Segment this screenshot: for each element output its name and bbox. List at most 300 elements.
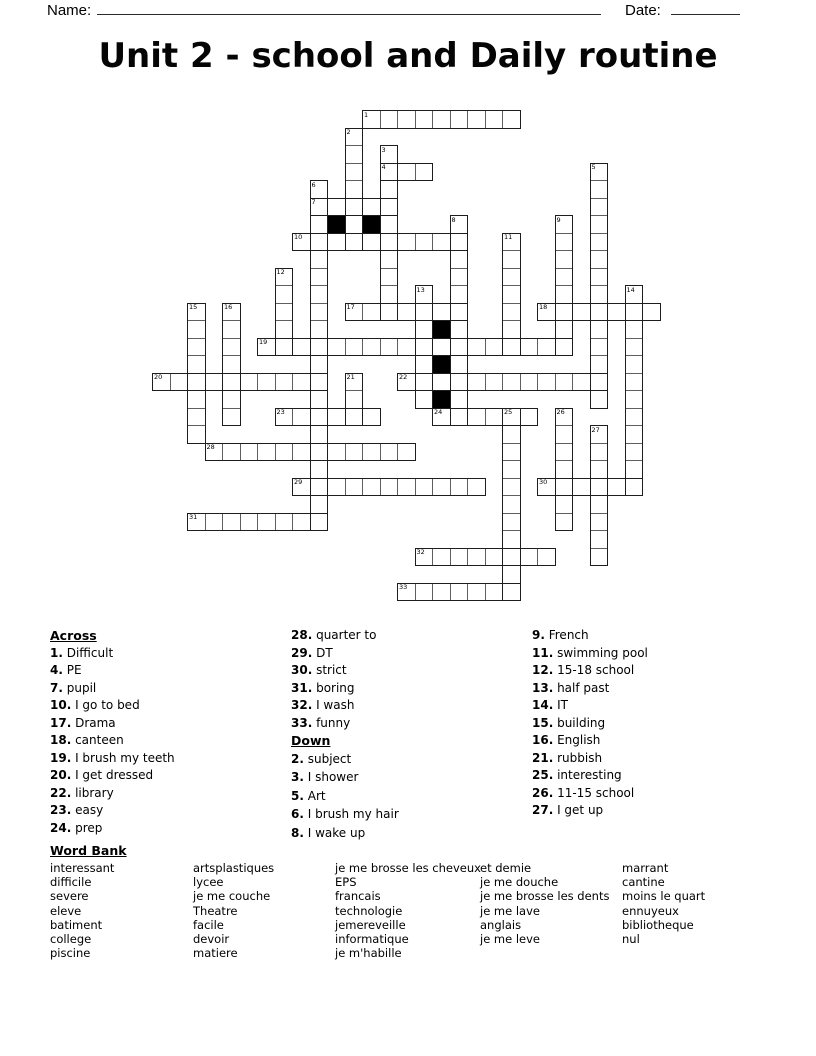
grid-cell	[257, 513, 276, 532]
grid-cell	[362, 233, 381, 252]
grid-cell	[310, 460, 329, 479]
grid-cell	[502, 233, 521, 252]
clue-number: 25.	[532, 768, 554, 782]
cell-number: 7	[311, 198, 316, 206]
grid-cell	[642, 303, 661, 322]
clue-item	[50, 750, 175, 768]
grid-cell	[555, 268, 574, 287]
cell-number: 33	[399, 583, 408, 591]
grid-cell	[590, 530, 609, 549]
grid-cell	[590, 425, 609, 444]
grid-cell	[397, 303, 416, 322]
grid-cell	[485, 548, 504, 567]
grid-cell	[502, 373, 521, 392]
cell-number: 11	[504, 233, 513, 241]
clue-text: funny	[312, 715, 351, 730]
grid-cell	[467, 408, 486, 427]
grid-cell	[345, 390, 364, 409]
word-bank-item: je me douche	[480, 875, 559, 890]
grid-cell	[502, 285, 521, 304]
grid-cell	[450, 268, 469, 287]
cell-number: 6	[311, 180, 316, 189]
cell-number: 23	[276, 408, 285, 416]
name-blank-line	[97, 1, 601, 15]
grid-black-cell	[362, 215, 381, 234]
grid-cell	[572, 478, 591, 497]
grid-cell	[187, 338, 206, 357]
clue-item	[50, 645, 175, 663]
grid-cell	[362, 198, 381, 217]
grid-cell	[362, 303, 381, 322]
clue-item	[50, 820, 175, 838]
clue-number: 27.	[532, 803, 554, 817]
grid-cell	[380, 268, 399, 287]
grid-black-cell	[327, 215, 346, 234]
clue-number: 18.	[50, 733, 72, 747]
grid-cell	[485, 583, 504, 602]
grid-black-cell	[432, 320, 451, 339]
cell-number: 24	[434, 408, 443, 416]
grid-cell	[310, 250, 329, 269]
grid-cell	[345, 478, 364, 497]
grid-cell	[415, 163, 434, 182]
word-bank-column	[480, 861, 609, 946]
word-bank-column	[50, 861, 114, 960]
word-bank-item: interessant	[50, 861, 115, 875]
grid-cell	[397, 163, 416, 182]
cell-number: 20	[154, 373, 163, 381]
grid-cell	[380, 215, 399, 234]
grid-cell	[450, 390, 469, 409]
grid-cell	[502, 303, 521, 322]
grid-cell	[607, 303, 626, 322]
grid-cell	[240, 373, 259, 392]
word-bank-column	[335, 861, 481, 960]
word-bank	[0, 843, 816, 983]
grid-cell	[222, 443, 241, 462]
grid-cell	[310, 180, 329, 199]
grid-cell	[240, 443, 259, 462]
grid-cell	[590, 478, 609, 497]
grid-cell	[415, 548, 434, 567]
clue-item	[50, 767, 175, 785]
grid-cell	[555, 478, 574, 497]
grid-cell	[555, 338, 574, 357]
grid-cell	[520, 373, 539, 392]
grid-cell	[345, 373, 364, 392]
cell-number: 5	[591, 163, 596, 171]
clue-item	[291, 715, 399, 733]
grid-cell	[537, 303, 556, 322]
grid-cell	[380, 145, 399, 164]
grid-cell	[432, 373, 451, 392]
grid-cell	[625, 303, 644, 322]
grid-cell	[450, 285, 469, 304]
grid-cell	[555, 373, 574, 392]
clue-item	[532, 662, 648, 680]
grid-cell	[502, 548, 521, 567]
grid-cell	[485, 408, 504, 427]
clue-item	[50, 697, 175, 715]
grid-cell	[625, 408, 644, 427]
clue-item	[291, 627, 399, 645]
grid-cell	[152, 373, 171, 392]
word-bank-item: et demie	[480, 861, 532, 875]
grid-cell	[450, 250, 469, 269]
clue-text: 15-18 school	[553, 663, 635, 677]
clue-number: 5.	[291, 788, 304, 803]
grid-cell	[187, 320, 206, 339]
grid-cell	[502, 425, 521, 444]
grid-cell	[467, 583, 486, 602]
clue-number: 31.	[291, 680, 313, 695]
grid-cell	[362, 338, 381, 357]
clue-item	[532, 750, 648, 768]
grid-cell	[310, 513, 329, 532]
word-bank-column	[622, 861, 705, 946]
grid-cell	[415, 390, 434, 409]
page-title: Unit 2 - school and Daily routine	[98, 36, 718, 76]
grid-cell	[555, 443, 574, 462]
grid-cell	[292, 233, 311, 252]
clue-number: 9.	[532, 628, 545, 642]
grid-cell	[572, 303, 591, 322]
grid-cell	[205, 373, 224, 392]
grid-cell	[572, 373, 591, 392]
grid-cell	[502, 320, 521, 339]
clue-number: 16.	[532, 733, 554, 747]
grid-cell	[327, 198, 346, 217]
grid-cell	[415, 285, 434, 304]
clue-text: I wake up	[303, 825, 366, 840]
grid-cell	[310, 338, 329, 357]
word-bank-item: difficile	[50, 875, 92, 890]
grid-cell	[502, 443, 521, 462]
cell-number: 27	[591, 425, 600, 434]
word-bank-item: je m'habille	[335, 946, 402, 961]
clue-text: quarter to	[312, 628, 377, 642]
word-bank-item: Theatre	[193, 903, 238, 918]
grid-cell	[590, 320, 609, 339]
clue-text: 11-15 school	[553, 785, 635, 800]
clue-item	[50, 680, 175, 698]
grid-cell	[450, 373, 469, 392]
grid-cell	[187, 408, 206, 427]
cell-number: 2	[346, 128, 351, 136]
grid-cell	[450, 355, 469, 374]
clue-text: French	[544, 628, 589, 642]
clue-number: 13.	[532, 680, 554, 695]
grid-cell	[310, 425, 329, 444]
grid-cell	[590, 390, 609, 409]
name-label: Name:	[47, 2, 92, 19]
grid-cell	[310, 320, 329, 339]
word-bank-item: informatique	[335, 931, 409, 946]
grid-cell	[415, 355, 434, 374]
clue-number: 29.	[291, 645, 313, 660]
grid-cell	[590, 338, 609, 357]
grid-cell	[327, 338, 346, 357]
word-bank-item: lycee	[193, 875, 224, 890]
grid-cell	[502, 530, 521, 549]
clue-number: 10.	[50, 698, 72, 712]
clue-number: 7.	[50, 680, 63, 695]
grid-cell	[187, 355, 206, 374]
grid-cell	[590, 355, 609, 374]
clue-text: easy	[71, 803, 104, 817]
cell-number: 17	[346, 303, 355, 311]
grid-cell	[275, 285, 294, 304]
grid-cell	[187, 390, 206, 409]
grid-cell	[345, 215, 364, 234]
across-header: Across	[50, 628, 97, 643]
grid-cell	[397, 583, 416, 602]
word-bank-item: jemereveille	[335, 917, 406, 932]
word-bank-item: technologie	[335, 903, 403, 918]
grid-cell	[222, 303, 241, 322]
clues-col1-across	[50, 645, 175, 838]
grid-cell	[450, 408, 469, 427]
grid-cell	[222, 355, 241, 374]
grid-cell	[590, 513, 609, 532]
grid-cell	[432, 408, 451, 427]
grid-cell	[310, 233, 329, 252]
cell-number: 16	[224, 303, 233, 311]
cell-number: 31	[189, 513, 198, 521]
grid-cell	[502, 110, 521, 129]
grid-cell	[205, 443, 224, 462]
clue-text: boring	[312, 680, 355, 695]
word-bank-item: je me brosse les cheveux	[335, 861, 481, 875]
grid-cell	[432, 233, 451, 252]
grid-cell	[502, 495, 521, 514]
clue-number: 21.	[532, 750, 554, 765]
cell-number: 13	[416, 285, 425, 294]
grid-cell	[590, 268, 609, 287]
grid-cell	[625, 355, 644, 374]
clue-text: swimming pool	[553, 645, 648, 660]
clue-text: pupil	[62, 680, 97, 695]
grid-cell	[380, 338, 399, 357]
grid-cell	[345, 408, 364, 427]
date-blank-line	[671, 1, 740, 15]
cell-number: 26	[556, 408, 565, 416]
clue-item	[50, 785, 175, 803]
cell-number: 30	[539, 478, 548, 486]
word-bank-item: facile	[193, 917, 224, 932]
cell-number: 3	[381, 145, 386, 154]
clue-number: 28.	[291, 628, 313, 642]
grid-cell	[502, 565, 521, 584]
grid-cell	[625, 338, 644, 357]
grid-cell	[415, 320, 434, 339]
cell-number: 22	[399, 373, 408, 381]
grid-cell	[310, 303, 329, 322]
clue-item	[50, 715, 175, 733]
grid-cell	[555, 233, 574, 252]
grid-cell	[555, 425, 574, 444]
grid-cell	[555, 285, 574, 304]
clue-text: English	[553, 733, 601, 747]
clues-column-2	[291, 627, 399, 842]
clue-item	[291, 662, 399, 680]
grid-cell	[590, 198, 609, 217]
word-bank-item: EPS	[335, 875, 357, 890]
grid-cell	[485, 373, 504, 392]
grid-cell	[415, 373, 434, 392]
clue-number: 33.	[291, 715, 313, 730]
word-bank-item: cantine	[622, 875, 665, 890]
grid-cell	[362, 443, 381, 462]
grid-cell	[187, 303, 206, 322]
clue-number: 17.	[50, 715, 72, 730]
clue-item	[291, 805, 399, 824]
word-bank-item: je me lave	[480, 903, 540, 918]
grid-cell	[397, 110, 416, 129]
grid-cell	[222, 373, 241, 392]
cell-number: 8	[451, 215, 456, 224]
grid-cell	[397, 478, 416, 497]
grid-cell	[310, 373, 329, 392]
grid-cell	[397, 233, 416, 252]
grid-black-cell	[432, 390, 451, 409]
word-bank-item: je me brosse les dents	[480, 889, 610, 904]
grid-cell	[345, 198, 364, 217]
grid-cell	[345, 233, 364, 252]
grid-cell	[380, 285, 399, 304]
grid-cell	[362, 110, 381, 129]
word-bank-item: piscine	[50, 946, 91, 961]
grid-cell	[380, 303, 399, 322]
word-bank-item: batiment	[50, 917, 103, 932]
grid-cell	[485, 338, 504, 357]
grid-cell	[520, 408, 539, 427]
grid-cell	[345, 303, 364, 322]
grid-cell	[590, 460, 609, 479]
clue-item	[532, 697, 648, 715]
grid-cell	[555, 408, 574, 427]
clue-number: 15.	[532, 715, 554, 730]
clue-text: I go to bed	[71, 698, 140, 712]
clue-number: 1.	[50, 645, 63, 660]
grid-cell	[275, 338, 294, 357]
down-header: Down	[291, 733, 331, 748]
cell-number: 15	[189, 303, 198, 311]
grid-cell	[222, 408, 241, 427]
grid-cell	[450, 110, 469, 129]
word-bank-item: ennuyeux	[622, 903, 679, 918]
grid-cell	[625, 460, 644, 479]
clue-item	[532, 715, 648, 733]
grid-cell	[590, 163, 609, 182]
cell-number: 9	[556, 215, 561, 224]
grid-cell	[345, 338, 364, 357]
grid-cell	[362, 478, 381, 497]
grid-cell	[257, 373, 276, 392]
grid-cell	[450, 548, 469, 567]
grid-cell	[397, 338, 416, 357]
grid-cell	[257, 443, 276, 462]
clue-item	[50, 802, 175, 820]
grid-cell	[625, 320, 644, 339]
grid-cell	[502, 583, 521, 602]
clue-item	[532, 785, 648, 803]
grid-cell	[275, 320, 294, 339]
clue-item	[291, 645, 399, 663]
grid-cell	[222, 320, 241, 339]
clue-number: 22.	[50, 785, 72, 800]
clue-item	[291, 697, 399, 715]
grid-cell	[467, 548, 486, 567]
clue-item	[532, 767, 648, 785]
clue-number: 19.	[50, 750, 72, 765]
clues-column-1	[50, 627, 175, 837]
grid-cell	[590, 233, 609, 252]
grid-cell	[187, 513, 206, 532]
clue-item	[532, 732, 648, 750]
grid-cell	[450, 338, 469, 357]
word-bank-item: francais	[335, 889, 381, 904]
grid-cell	[362, 408, 381, 427]
grid-cell	[292, 443, 311, 462]
grid-cell	[380, 163, 399, 182]
grid-cell	[187, 425, 206, 444]
clue-number: 8.	[291, 825, 304, 840]
grid-cell	[502, 460, 521, 479]
cell-number: 19	[259, 338, 268, 346]
grid-cell	[257, 338, 276, 357]
word-bank-header: Word Bank	[50, 843, 127, 858]
clue-item	[532, 627, 648, 645]
grid-cell	[380, 110, 399, 129]
grid-cell	[345, 128, 364, 147]
grid-cell	[310, 215, 329, 234]
grid-cell	[607, 478, 626, 497]
word-bank-item: marrant	[622, 861, 669, 875]
clue-text: canteen	[71, 733, 124, 747]
grid-cell	[590, 250, 609, 269]
grid-cell	[590, 285, 609, 304]
grid-cell	[555, 513, 574, 532]
grid-cell	[520, 338, 539, 357]
grid-cell	[590, 180, 609, 199]
grid-cell	[222, 338, 241, 357]
clue-item	[532, 680, 648, 698]
grid-cell	[415, 233, 434, 252]
grid-cell	[380, 478, 399, 497]
clue-number: 32.	[291, 698, 313, 712]
cell-number: 32	[416, 548, 425, 556]
clue-text: strict	[312, 663, 347, 677]
grid-cell	[310, 408, 329, 427]
grid-cell	[625, 425, 644, 444]
clue-text: I wash	[312, 698, 355, 712]
grid-cell	[310, 198, 329, 217]
grid-cell	[467, 338, 486, 357]
word-bank-item: severe	[50, 889, 89, 904]
clues-column-3	[532, 627, 648, 820]
grid-cell	[590, 548, 609, 567]
clue-item	[291, 824, 399, 843]
clue-text: I get dressed	[71, 768, 154, 782]
clue-number: 20.	[50, 768, 72, 782]
clue-text: DT	[312, 645, 333, 660]
grid-cell	[555, 460, 574, 479]
grid-cell	[327, 408, 346, 427]
grid-cell	[502, 408, 521, 427]
grid-cell	[450, 583, 469, 602]
clue-text: prep	[71, 820, 103, 835]
